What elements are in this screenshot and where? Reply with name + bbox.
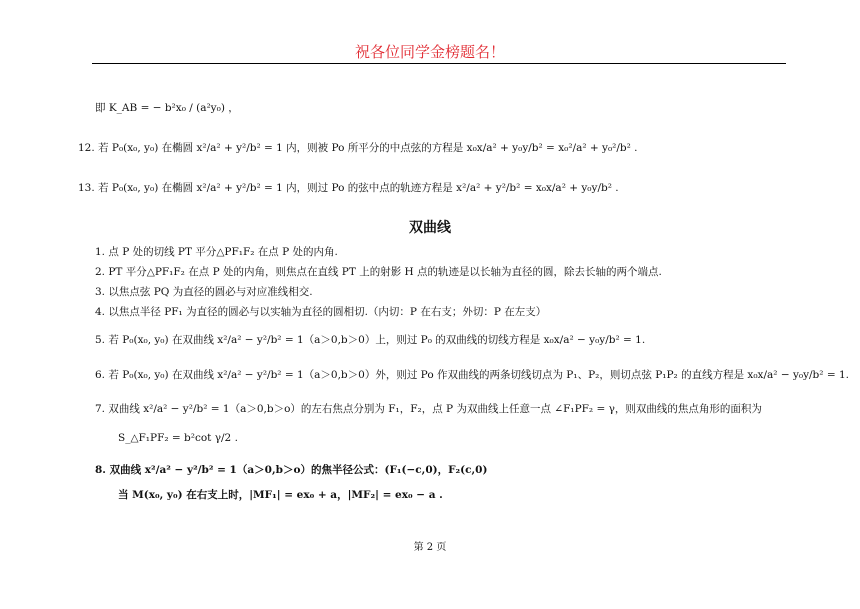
header-divider bbox=[92, 63, 786, 64]
list-item: 5. 若 P₀(x₀, y₀) 在双曲线 x²/a² − y²/b² = 1（a＞0,b＞0）上，则过 P₀ 的双曲线的切线方程是 x₀x/a² − y₀y/b² = 1. bbox=[95, 334, 646, 346]
text-line: 13. 若 P₀(x₀, y₀) 在椭圆 x²/a² + y²/b² = 1 内，则过 Po 的弦中点的轨迹方程是 x²/a² + y²/b² = x₀x/a² + y₀y/b² . bbox=[78, 182, 619, 194]
page-number: 第 2 页 bbox=[413, 542, 447, 553]
list-item: 1. 点 P 处的切线 PT 平分△PF₁F₂ 在点 P 处的内角. bbox=[95, 246, 338, 258]
list-item-continuation: S_△F₁PF₂ = b²cot γ/2 . bbox=[118, 432, 238, 444]
section-title: 双曲线 bbox=[409, 220, 451, 236]
list-item: 2. PT 平分△PF₁F₂ 在点 P 处的内角，则焦点在直线 PT 上的射影 H 点的轨迹是以长轴为直径的圆，除去长轴的两个端点. bbox=[95, 266, 662, 278]
list-item: 7. 双曲线 x²/a² − y²/b² = 1（a＞0,b＞o）的左右焦点分别为 F₁，F₂，点 P 为双曲线上任意一点 ∠F₁PF₂ = γ，则双曲线的焦点角形的面积为 bbox=[95, 403, 762, 415]
list-item: 3. 以焦点弦 PQ 为直径的圆必与对应准线相交. bbox=[95, 286, 313, 298]
list-item: 8. 双曲线 x²/a² − y²/b² = 1（a＞0,b＞o）的焦半径公式：(F₁(−c,0)，F₂(c,0) bbox=[95, 464, 488, 476]
page-header: 祝各位同学金榜题名！ bbox=[354, 43, 505, 61]
text-line: 12. 若 P₀(x₀, y₀) 在椭圆 x²/a² + y²/b² = 1 内，则被 Po 所平分的中点弦的方程是 x₀x/a² + y₀y/b² = x₀²/a² + y₀²/b² . bbox=[78, 142, 638, 154]
list-item: 6. 若 P₀(x₀, y₀) 在双曲线 x²/a² − y²/b² = 1（a＞0,b＞0）外，则过 Po 作双曲线的两条切线切点为 P₁、P₂，则切点弦 P₁P₂ 的直线方程是 x₀x/a² − y₀y/b² = 1. bbox=[95, 369, 849, 381]
list-item: 4. 以焦点半径 PF₁ 为直径的圆必与以实轴为直径的圆相切.（内切：P 在右支；外切：P 在左支） bbox=[95, 306, 547, 318]
text-line: 即 K_AB = − b²x₀ / (a²y₀) ， bbox=[95, 102, 239, 114]
list-item-continuation: 当 M(x₀, y₀) 在右支上时，|MF₁| = ex₀ + a，|MF₂| = ex₀ − a . bbox=[118, 489, 443, 501]
